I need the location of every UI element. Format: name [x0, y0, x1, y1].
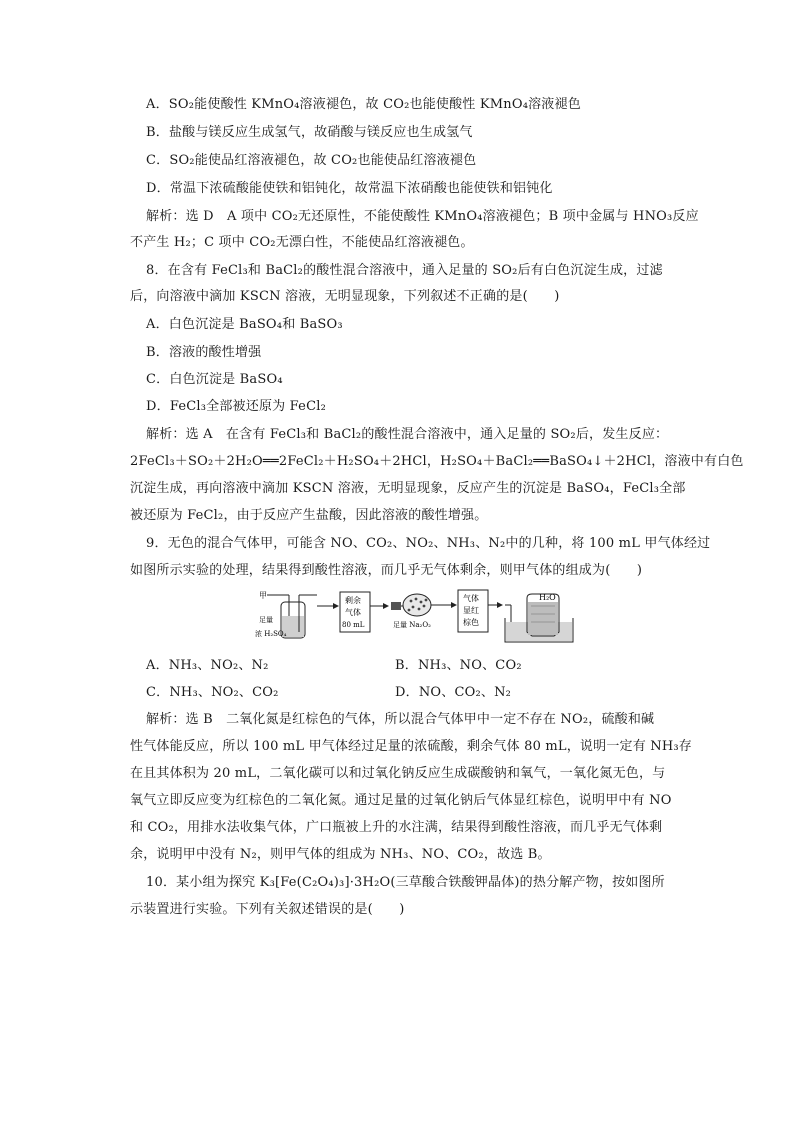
- q8-analysis-line: 2FeCl₃＋SO₂＋2H₂O══2FeCl₂＋H₂SO₄＋2HCl，H₂SO₄＋BaCl₂══BaSO₄↓＋2HCl，溶液中有白色: [130, 454, 744, 469]
- h2so4-label-1: 足量: [259, 616, 273, 624]
- q8-option-d: D．FeCl₃全部被还原为 FeCl₂: [146, 399, 326, 414]
- gas-jia-label: 甲: [259, 591, 267, 600]
- box2-line: 气体: [463, 594, 479, 603]
- q10-stem-line: 示装置进行实验。下列有关叙述错误的是( ): [130, 902, 405, 917]
- q9-stem-line: 9．无色的混合气体甲，可能含 NO、CO₂、NO₂、NH₃、N₂中的几种，将 100 mL 甲气体经过: [146, 536, 711, 551]
- q9-analysis-line: 和 CO₂，用排水法收集气体，广口瓶被上升的水注满，结果得到酸性溶液，而几乎无气体剩: [130, 820, 663, 835]
- q8-option-c: C．白色沉淀是 BaSO₄: [146, 372, 283, 387]
- q8-analysis-line: 解析：选 A 在含有 FeCl₃和 BaCl₂的酸性混合溶液中，通入足量的 SO₂后，发生反应：: [146, 427, 669, 442]
- tube-stopper: [391, 602, 401, 610]
- q9-analysis-line: 解析：选 B 二氧化氮是红棕色的气体，所以混合气体甲中一定不存在 NO₂，硫酸和碱: [146, 712, 655, 727]
- q7-option-a: A．SO₂能使酸性 KMnO₄溶液褪色，故 CO₂也能使酸性 KMnO₄溶液褪色: [146, 97, 581, 112]
- h2so4-label-2: 浓 H₂SO₄: [255, 630, 287, 638]
- q9-option-c: C．NH₃、NO₂、CO₂: [146, 685, 279, 700]
- q8-stem-line: 后，向溶液中滴加 KSCN 溶液，无明显现象，下列叙述不正确的是( ): [130, 289, 560, 304]
- q7-analysis-line: 不产生 H₂；C 项中 CO₂无漂白性，不能使品红溶液褪色。: [130, 235, 474, 250]
- q9-analysis-line: 余，说明甲中没有 N₂，则甲气体的组成为 NH₃、NO、CO₂，故选 B。: [130, 847, 551, 862]
- q9-option-a: A．NH₃、NO₂、N₂: [146, 658, 269, 673]
- box1-line: 气体: [345, 608, 361, 617]
- q7-option-d: D．常温下浓硫酸能使铁和铝钝化，故常温下浓硝酸也能使铁和铝钝化: [146, 181, 553, 196]
- apparatus-figure: [255, 588, 575, 644]
- q9-option-d: D．NO、CO₂、N₂: [395, 685, 512, 700]
- q7-analysis-line: 解析：选 D A 项中 CO₂无还原性，不能使酸性 KMnO₄溶液褪色；B 项中金属与 HNO₃反应: [146, 209, 699, 224]
- q8-option-b: B．溶液的酸性增强: [146, 345, 262, 360]
- q9-analysis-line: 性气体能反应，所以 100 mL 甲气体经过足量的浓硫酸，剩余气体 80 mL，说明一定有 NH₃存: [130, 739, 692, 754]
- box2-line: 显红: [463, 606, 479, 615]
- q7-option-b: B．盐酸与镁反应生成氢气，故硝酸与镁反应也生成氢气: [146, 125, 473, 140]
- box2-line: 棕色: [463, 618, 479, 627]
- q10-stem-line: 10．某小组为探究 K₃[Fe(C₂O₄)₃]·3H₂O(三草酸合铁酸钾晶体)的热分解产物，按如图所: [146, 875, 665, 890]
- q9-stem-line: 如图所示实验的处理，结果得到酸性溶液，而几乎无气体剩余，则甲气体的组成为( ): [130, 563, 643, 578]
- box1-line: 80 mL: [342, 621, 365, 629]
- na2o2-bulb: [403, 594, 431, 616]
- q8-analysis-line: 沉淀生成，再向溶液中滴加 KSCN 溶液，无明显现象，反应产生的沉淀是 BaSO₄，FeCl₃全部: [130, 481, 686, 496]
- box1-line: 剩余: [345, 596, 361, 605]
- q9-analysis-line: 氧气立即反应变为红棕色的二氧化氮。通过足量的过氧化钠后气体显红棕色，说明甲中有 NO: [130, 793, 672, 808]
- q7-option-c: C．SO₂能使品红溶液褪色，故 CO₂也能使品红溶液褪色: [146, 153, 477, 168]
- bottle-water: [528, 602, 558, 635]
- q9-option-b: B．NH₃、NO、CO₂: [395, 658, 522, 673]
- na2o2-label: 足量 Na₂O₂: [393, 621, 431, 629]
- apparatus-diagram: [255, 588, 575, 644]
- q8-stem-line: 8．在含有 FeCl₃和 BaCl₂的酸性混合溶液中，通入足量的 SO₂后有白色沉淀生成，过滤: [146, 263, 663, 278]
- h2o-label: H₂O: [539, 593, 556, 602]
- q9-analysis-line: 在且其体积为 20 mL，二氧化碳可以和过氧化钠反应生成碳酸钠和氧气，一氧化氮无色，与: [130, 766, 666, 781]
- q8-analysis-line: 被还原为 FeCl₂，由于反应产生盐酸，因此溶液的酸性增强。: [130, 508, 488, 523]
- q8-option-a: A．白色沉淀是 BaSO₄和 BaSO₃: [146, 317, 343, 332]
